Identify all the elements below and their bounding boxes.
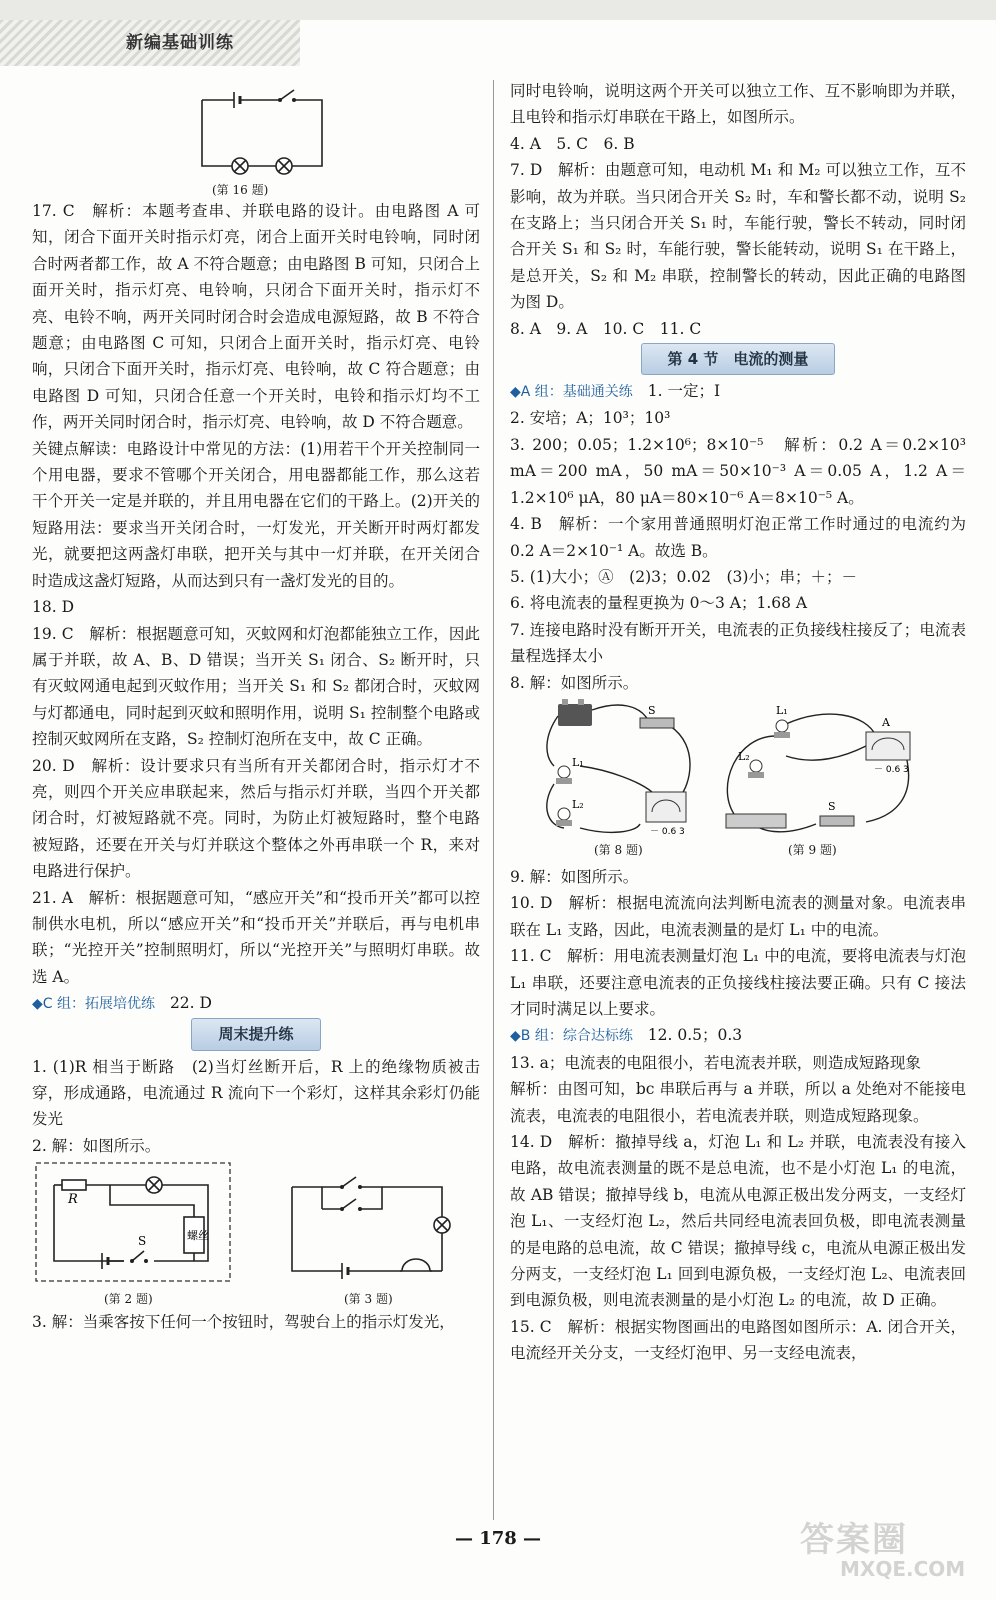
answer-19: 19. C 解析：根据题意可知，灭蚊网和灯泡都能独立工作，因此属于并联，故 A、B、D 错误；当开关 S₁ 闭合、S₂ 断开时，只有灭蚊网通电起到灭蚊作用；当开关 S₁ 和 S₂ 都闭合时，灭蚊网与灯都通电，同时起到灭蚊和照明作用，说明 S₁ 控制整个电路或控制灭蚊网所在支路，S₂ 控制灯泡所在支中，故 C 正确。: [32, 624, 480, 749]
fig9-scale-label: － 0.6 3: [874, 764, 909, 775]
answer-a9: 9. 解：如图所示。: [510, 867, 639, 886]
answer-a7: 7. 连接电路时没有断开开关，电流表的正负接线柱接反了；电流表量程选择太小: [510, 620, 966, 666]
answer-a8: 8. 解：如图所示。: [510, 673, 639, 692]
answer-18: 18. D: [32, 598, 75, 617]
watermark-url-text: MXQE.COM: [840, 1557, 966, 1581]
right-column: [510, 78, 966, 1367]
figures-8-9: [510, 696, 966, 864]
page-number: — 178 —: [454, 1528, 542, 1549]
fig8-L2-label: L₂: [572, 797, 584, 811]
answer-a3: 3. 200；0.05；1.2×10⁶；8×10⁻⁵ 解析：0.2 A＝0.2×10³ mA＝200 mA，50 mA＝50×10⁻³ A＝0.05 A，1.2 A＝1.2×10⁶ μA，80 μA＝80×10⁻⁶ A＝8×10⁻⁵ A。: [510, 435, 966, 507]
figure-16-caption: (第 16 题): [212, 183, 269, 197]
circuit-8-diagram: [540, 696, 710, 846]
fig2-R-label: R: [68, 1192, 78, 1208]
answers-8-11: 8. A 9. A 10. C 11. C: [510, 319, 702, 338]
answer-a4: 4. B 解析：一个家用普通照明灯泡正常工作时通过的电流约为 0.2 A＝2×10⁻¹ A。故选 B。: [510, 515, 966, 560]
figure-3-caption: (第 3 题): [344, 1292, 393, 1307]
header-bar: [0, 0, 996, 20]
fig8-S-label: S: [648, 703, 656, 717]
fig2-S-label: S: [138, 1234, 147, 1249]
group-b-row: [510, 1022, 966, 1049]
answer-a5: 5. (1)大小；Ⓐ (2)3；0.02 (3)小；串；＋；－: [510, 567, 857, 586]
circuit-2-diagram: [32, 1159, 252, 1289]
figure-8-caption: (第 8 题): [594, 842, 643, 857]
watermark-logo: [800, 1512, 990, 1592]
group-a-row: [510, 378, 966, 405]
figure-16: [32, 78, 480, 198]
answer-17: 17. C 解析：本题考查串、并联电路的设计。由电路图 A 可知，闭合下面开关时指示灯亮，闭合上面开关时电铃响，同时闭合时两者都工作，故 A 不符合题意；由电路图 B 可知，只闭合上面开关时，指示灯亮、电铃响，只闭合下面开关时，指示灯不亮、电铃不响，两开关同时闭合时会造成电源短路，故 B 不符合题意；由电路图 C 可知，只闭合上面开关时，指示灯亮、电铃响，只闭合下面开关时，指示灯亮、电铃响，故 C 符合题意；由电路图 D 可知，只闭合任意一个开关时，电铃和指示灯均不工作，两开关同时闭合时，指示灯亮、电铃响，故 D 不符合题意。: [32, 202, 480, 432]
answer-21: 21. A 解析：根据题意可知，“感应开关”和“投币开关”都可以控制供水电机，所以“感应开关”和“投币开关”并联后，再与电机串联；“光控开关”控制照明灯，所以“光控开关”与照明灯串联。故选 A。: [32, 888, 480, 986]
weekend-answer-1: 1. (1)R 相当于断路 (2)当灯丝断开后，R 上的绝缘物质被击穿，形成通路，电流通过 R 流向下一个彩灯，这样其余彩灯仍能发光: [32, 1057, 480, 1129]
book-title: 新编基础训练: [126, 33, 234, 53]
weekend-banner-label: 周末提升练: [191, 1018, 320, 1050]
group-a-label: ◆A 组：基础通关练: [510, 384, 633, 401]
fig9-L1-label: L₁: [776, 703, 788, 717]
figure-2-caption: (第 2 题): [104, 1292, 153, 1307]
answer-a6: 6. 将电流表的量程更换为 0～3 A；1.68 A: [510, 594, 808, 613]
answer-b13-analysis: 解析：由图可知，bc 串联后再与 a 并联，所以 a 处绝对不能接电流表，电流表的电阻很小，若电流表并联，则造成短路现象。: [510, 1080, 966, 1125]
fig9-S-label: S: [828, 799, 836, 813]
answer-b13: 13. a；电流表的电阻很小，若电流表并联，则造成短路现象: [510, 1053, 921, 1072]
weekend-answer-3: 3. 解：当乘客按下任何一个按钮时，驾驶台上的指示灯发光，: [32, 1313, 455, 1332]
circuit-9-diagram: [716, 696, 926, 846]
circuit-3-diagram: [282, 1159, 482, 1289]
answer-b15: 15. C 解析：根据实物图画出的电路图如图所示：A. 闭合开关，电流经开关分支，一支经灯泡甲、另一支经电流表，: [510, 1317, 966, 1363]
watermark-big-text: 答案圈: [800, 1520, 908, 1560]
weekend-answer-2: 2. 解：如图所示。: [32, 1136, 161, 1155]
group-c-row: [32, 990, 480, 1017]
figure-9-caption: (第 9 题): [788, 842, 837, 857]
fig8-switch: [640, 718, 674, 728]
column-divider: [493, 80, 494, 1520]
page-header: [0, 0, 996, 70]
fig8-L1-label: L₁: [572, 755, 584, 769]
answer-22: 22. D: [169, 994, 212, 1013]
group-b-label: ◆B 组：综合达标练: [510, 1028, 633, 1045]
fig2-coil-label: 螺丝: [187, 1229, 209, 1243]
fig8-scale-label: － 0.6 3: [650, 826, 685, 837]
answer-a1: 1. 一定；I: [647, 382, 721, 401]
section-banner: [510, 344, 966, 374]
circuit-16-diagram: [32, 78, 480, 182]
section-title: 第 4 节 电流的测量: [641, 343, 836, 375]
left-column: [32, 78, 480, 1336]
fig9-L2-label: L₂: [738, 749, 750, 763]
answer-17-keypoint: 关键点解读：电路设计中常见的方法：(1)用若干个开关控制同一个用电器，要求不管哪个开关闭合，用电器都能工作，那么这若干个开关一定是并联的，并且用电器在它们的干路上。(2)开关的短路用法：要求当开关闭合时，一灯发光，开关断开时两灯都发光，就要把这两盏灯串联，把开关与其中一灯并联，在开关闭合时造成这盏灯短路，从而达到只有一盏灯发光的目的。: [32, 439, 480, 590]
answer-b12: 12. 0.5；0.3: [647, 1026, 743, 1045]
answer-20: 20. D 解析：设计要求只有当所有开关都闭合时，指示灯才不亮，则四个开关应串联起来，然后与指示灯并联，当四个开关都闭合时，灯被短路就不亮。同时，为防止灯被短路时，整个电路被短路，还要在开关与灯并联这个整体之外再串联一个 R，来对电路进行保护。: [32, 756, 480, 881]
answer-a11: 11. C 解析：用电流表测量灯泡 L₁ 中的电流，要将电流表与灯泡 L₁ 串联，还要注意电流表的正负接线柱接法要正确。只有 C 接法才同时满足以上要求。: [510, 947, 966, 1018]
figures-2-3: [32, 1159, 480, 1309]
answer-b14: 14. D 解析：撤掉导线 a，灯泡 L₁ 和 L₂ 并联，电流表没有接入电路，故电流表测量的既不是总电流，也不是小灯泡 L₁ 的电流，故 AB 错误；撤掉导线 b，电流从电源正极出发分两支，一支经灯泡 L₁、一支经灯泡 L₂，然后共同经电流表回负极，即电流表测量的是电路的总电流，故 C 错误；撤掉导线 c，电流从电源正极出发分两支，一支经灯泡 L₁ 回到电源负极，一支经灯泡 L₂、电流表回到电源负极，则电流表测量的是小灯泡 L₂ 的电流，故 D 正确。: [510, 1133, 966, 1310]
answer-a10: 10. D 解析：根据电流流向法判断电流表的测量对象。电流表串联在 L₁ 支路，因此，电流表测量的是灯 L₁ 中的电流。: [510, 894, 966, 939]
answers-4-6: 4. A 5. C 6. B: [510, 134, 635, 153]
weekend-banner: [32, 1020, 480, 1050]
answer-a2: 2. 安培；A；10³；10³: [510, 409, 671, 428]
group-c-label: ◆C 组：拓展培优练: [32, 996, 155, 1013]
answer-3-continued: 同时电铃响，说明这两个开关可以独立工作、互不影响即为并联，且电铃和指示灯串联在干路上，如图所示。: [510, 82, 966, 127]
answer-7: 7. D 解析：由题意可知，电动机 M₁ 和 M₂ 可以独立工作，互不影响，故为并联。当只闭合开关 S₂ 时，车和警长都不动，说明 S₂ 在支路上；当只闭合开关 S₁ 时，车能行驶，警长不转动，同时闭合开关 S₁ 和 S₂ 时，车能行驶，警长能转动，说明 S₁ 在干路上，是总开关，S₂ 和 M₂ 串联，控制警长的转动，因此正确的电路图为图 D。: [510, 161, 966, 312]
fig9-A-label: A: [882, 715, 890, 729]
